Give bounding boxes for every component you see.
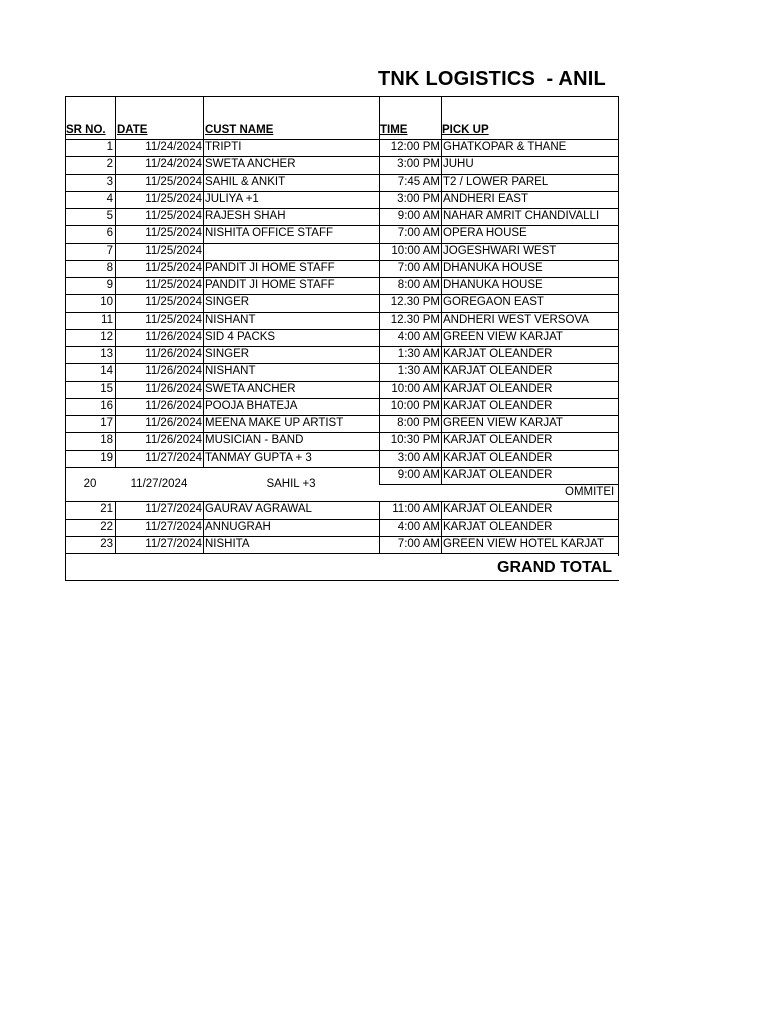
cell-sr: 6 [106, 227, 113, 240]
column-gridline [379, 398, 380, 415]
column-gridline [379, 243, 380, 260]
cell-cust-name: SINGER [205, 348, 250, 360]
cell-time: 10:00 AM [391, 244, 440, 257]
cell-time: 11:00 AM [392, 503, 440, 516]
cell-pickup: GHATKOPAR & THANE [443, 141, 567, 153]
cell-date: 11/25/2024 [145, 175, 202, 188]
column-gridline [203, 277, 204, 294]
cell-date: 11/25/2024 [145, 313, 202, 326]
cell-date: 11/25/2024 [145, 192, 202, 205]
cell-sr: 4 [106, 192, 113, 205]
column-gridline [115, 174, 116, 191]
cell-time: 3:00 PM [397, 192, 440, 205]
column-gridline [203, 398, 204, 415]
cell-time: 3:00 AM [397, 451, 440, 464]
column-gridline [441, 432, 442, 449]
column-gridline [441, 329, 442, 346]
column-gridline [203, 501, 204, 518]
cell-pickup: DHANUKA HOUSE [443, 261, 543, 274]
column-gridline [115, 329, 116, 346]
cell-time: 4:00 AM [397, 330, 440, 343]
cell-cust-name: PANDIT JI HOME STAFF [205, 261, 335, 274]
cell-pickup: KARJAT OLEANDER [443, 399, 553, 412]
header-date: DATE [117, 124, 148, 136]
cell-pickup: GREEN VIEW HOTEL KARJAT [443, 537, 605, 550]
cell-cust-name: NISHANT [205, 365, 256, 378]
cell-date: 11/26/2024 [145, 382, 202, 395]
column-gridline [441, 450, 442, 467]
cell-date: 11/26/2024 [145, 348, 202, 360]
cell-sr: 7 [106, 244, 113, 257]
cell-time: 9:00 AM [397, 210, 440, 222]
cell-pickup: GOREGAON EAST [443, 296, 544, 309]
cell-sr-merged: 20 [83, 478, 97, 491]
column-gridline [115, 156, 116, 173]
column-gridline [115, 96, 116, 139]
column-gridline [379, 363, 380, 380]
column-gridline [203, 191, 204, 208]
cell-pickup: JUHU [443, 158, 474, 171]
header-time: TIME [380, 124, 408, 136]
cell-pickup: GREEN VIEW KARJAT [443, 330, 563, 343]
cell-sr: 16 [100, 399, 113, 412]
column-gridline [379, 536, 380, 553]
cell-sr: 21 [100, 503, 113, 516]
column-gridline [115, 260, 116, 277]
cell-time: 8:00 PM [397, 417, 440, 429]
cell-cust-name: SINGER [205, 296, 250, 309]
column-gridline [379, 432, 380, 449]
column-gridline [441, 174, 442, 191]
cell-pickup: KARJAT OLEANDER [443, 468, 553, 481]
cell-time: 3:00 PM [397, 158, 440, 171]
cell-sr: 2 [106, 158, 113, 171]
column-gridline [379, 484, 380, 485]
cell-date-merged: 11/27/2024 [130, 478, 188, 491]
column-gridline [115, 312, 116, 329]
column-gridline [203, 519, 204, 536]
column-gridline [115, 398, 116, 415]
column-gridline [379, 174, 380, 191]
column-gridline [379, 96, 380, 139]
cell-sr: 14 [100, 365, 113, 378]
cell-date: 11/24/2024 [145, 158, 202, 171]
column-gridline [379, 156, 380, 173]
cell-cust-name: MUSICIAN - BAND [205, 434, 304, 447]
column-gridline [441, 208, 442, 225]
column-gridline [115, 415, 116, 432]
cell-pickup: KARJAT OLEANDER [443, 348, 553, 360]
column-gridline [115, 381, 116, 398]
column-gridline [115, 243, 116, 260]
cell-date: 11/27/2024 [145, 537, 202, 550]
cell-date: 11/26/2024 [145, 330, 202, 343]
column-gridline [379, 260, 380, 277]
cell-time: 7:00 AM [397, 227, 440, 240]
column-gridline [379, 415, 380, 432]
column-gridline [379, 208, 380, 225]
column-gridline [115, 536, 116, 553]
cell-cust-name: RAJESH SHAH [205, 210, 286, 222]
cell-pickup: KARJAT OLEANDER [443, 434, 553, 447]
column-gridline [203, 96, 204, 139]
column-gridline [441, 312, 442, 329]
row-gridline [65, 553, 619, 554]
cell-time: 1:30 AM [397, 348, 440, 360]
column-gridline [203, 346, 204, 363]
column-gridline [441, 225, 442, 242]
column-gridline [115, 294, 116, 311]
column-gridline [115, 363, 116, 380]
header-cust: CUST NAME [205, 124, 274, 136]
column-gridline [441, 96, 442, 139]
column-gridline [379, 294, 380, 311]
cell-sr: 5 [106, 210, 113, 222]
column-gridline [379, 467, 380, 484]
column-gridline [115, 432, 116, 449]
column-gridline [379, 381, 380, 398]
cell-sr: 10 [100, 296, 113, 309]
column-gridline [203, 156, 204, 173]
cell-time: 10:00 PM [390, 399, 440, 412]
cell-pickup: NAHAR AMRIT CHANDIVALLI [443, 210, 600, 222]
column-gridline [203, 225, 204, 242]
cell-sr: 8 [106, 261, 113, 274]
column-gridline [441, 191, 442, 208]
cell-cust-merged: SAHIL +3 [266, 478, 316, 491]
column-gridline [379, 139, 380, 156]
column-gridline [203, 329, 204, 346]
cell-pickup: KARJAT OLEANDER [443, 520, 553, 533]
column-gridline [115, 346, 116, 363]
cell-pickup: ANDHERI WEST VERSOVA [443, 313, 589, 326]
cell-cust-name: SWETA ANCHER [205, 158, 296, 171]
cell-date: 11/26/2024 [145, 399, 202, 412]
cell-time: 12.30 PM [390, 296, 440, 309]
cell-cust-name: NISHANT [205, 313, 256, 326]
cell-pickup: GREEN VIEW KARJAT [443, 417, 563, 429]
column-gridline [203, 294, 204, 311]
cell-time: 10:30 PM [390, 434, 440, 447]
cell-cust-name: TRIPTI [205, 141, 242, 153]
cell-date: 11/25/2024 [145, 210, 202, 222]
column-gridline [203, 415, 204, 432]
cell-pickup: KARJAT OLEANDER [443, 382, 553, 395]
column-gridline [441, 415, 442, 432]
cell-time: 1:30 AM [397, 365, 440, 378]
column-gridline [379, 312, 380, 329]
column-gridline [441, 398, 442, 415]
column-gridline [203, 260, 204, 277]
column-gridline [379, 346, 380, 363]
cell-sr: 18 [100, 434, 113, 447]
column-gridline [115, 519, 116, 536]
cell-note-merged: OMMITEI [565, 486, 615, 498]
column-gridline [441, 277, 442, 294]
cell-pickup: ANDHERI EAST [443, 192, 528, 205]
cell-cust-name: NISHITA [205, 537, 250, 550]
cell-time: 4:00 AM [397, 520, 440, 533]
cell-cust-name: SID 4 PACKS [205, 330, 276, 343]
cell-date: 11/26/2024 [145, 417, 202, 429]
column-gridline [441, 156, 442, 173]
column-gridline [441, 363, 442, 380]
grand-total-label: GRAND TOTAL [497, 559, 612, 576]
column-gridline [203, 208, 204, 225]
cell-time: 7:00 AM [397, 537, 440, 550]
column-gridline [379, 191, 380, 208]
cell-date: 11/25/2024 [145, 296, 202, 309]
column-gridline [441, 346, 442, 363]
column-gridline [203, 381, 204, 398]
cell-cust-name: SWETA ANCHER [205, 382, 296, 395]
column-gridline [203, 174, 204, 191]
column-gridline [441, 536, 442, 553]
cell-cust-name: NISHITA OFFICE STAFF [205, 227, 333, 240]
column-gridline [379, 329, 380, 346]
cell-cust-name: POOJA BHATEJA [205, 399, 298, 412]
cell-pickup: KARJAT OLEANDER [443, 503, 553, 516]
column-gridline [203, 139, 204, 156]
cell-pickup: T2 / LOWER PAREL [443, 175, 549, 188]
cell-cust-name: JULIYA +1 [205, 192, 259, 205]
cell-cust-name: SAHIL & ANKIT [205, 175, 286, 188]
cell-sr: 1 [106, 141, 113, 153]
cell-sr: 11 [101, 313, 113, 326]
cell-time: 12:00 PM [390, 141, 440, 153]
column-gridline [441, 294, 442, 311]
column-gridline [203, 432, 204, 449]
cell-sr: 3 [106, 175, 113, 188]
cell-sr: 22 [100, 520, 113, 533]
cell-sr: 12 [100, 330, 113, 343]
column-gridline [441, 260, 442, 277]
column-gridline [203, 312, 204, 329]
cell-date: 11/25/2024 [145, 279, 202, 291]
column-gridline [115, 225, 116, 242]
cell-date: 11/26/2024 [145, 434, 202, 447]
cell-date: 11/27/2024 [145, 451, 202, 464]
header-pickup: PICK UP [442, 124, 489, 136]
column-gridline [441, 501, 442, 518]
column-gridline [379, 277, 380, 294]
cell-pickup: KARJAT OLEANDER [443, 365, 553, 378]
column-gridline [441, 519, 442, 536]
cell-date: 11/25/2024 [145, 261, 202, 274]
header-sr: SR NO. [66, 124, 106, 136]
cell-pickup: DHANUKA HOUSE [443, 279, 543, 291]
column-gridline [203, 536, 204, 553]
cell-date: 11/25/2024 [145, 244, 202, 257]
sheet-table [65, 96, 619, 581]
cell-sr: 15 [100, 382, 113, 395]
cell-date: 11/27/2024 [145, 520, 202, 533]
cell-cust-name: PANDIT JI HOME STAFF [205, 279, 335, 291]
cell-time: 7:00 AM [397, 261, 440, 274]
column-gridline [441, 467, 442, 484]
sheet-title: TNK LOGISTICS - ANIL [378, 68, 606, 90]
cell-pickup: JOGESHWARI WEST [443, 244, 557, 257]
column-gridline [203, 243, 204, 260]
cell-sr: 9 [106, 279, 113, 291]
column-gridline [379, 450, 380, 467]
column-gridline [115, 191, 116, 208]
column-gridline [441, 381, 442, 398]
cell-cust-name: MEENA MAKE UP ARTIST [205, 417, 344, 429]
column-gridline [441, 139, 442, 156]
cell-time: 7:45 AM [397, 175, 440, 188]
column-gridline [379, 519, 380, 536]
cell-pickup: KARJAT OLEANDER [443, 451, 553, 464]
column-gridline [441, 243, 442, 260]
column-gridline [115, 208, 116, 225]
cell-cust-name: TANMAY GUPTA + 3 [205, 451, 312, 464]
cell-date: 11/27/2024 [145, 503, 202, 516]
cell-time: 9:00 AM [397, 468, 440, 481]
cell-pickup: OPERA HOUSE [443, 227, 527, 240]
cell-cust-name: GAURAV AGRAWAL [205, 503, 312, 516]
column-gridline [115, 139, 116, 156]
cell-date: 11/24/2024 [145, 141, 202, 153]
cell-date: 11/25/2024 [145, 227, 202, 240]
cell-time: 12.30 PM [390, 313, 440, 326]
column-gridline [379, 225, 380, 242]
cell-sr: 13 [100, 348, 113, 360]
column-gridline [203, 363, 204, 380]
cell-cust-name: ANNUGRAH [205, 520, 271, 533]
cell-sr: 23 [100, 537, 113, 550]
cell-time: 8:00 AM [397, 279, 440, 291]
cell-sr: 19 [100, 451, 113, 464]
cell-sr: 17 [100, 417, 113, 429]
column-gridline [203, 450, 204, 467]
cell-time: 10:00 AM [391, 382, 440, 395]
column-gridline [115, 501, 116, 518]
column-gridline [115, 450, 116, 467]
column-gridline [115, 277, 116, 294]
cell-date: 11/26/2024 [145, 365, 202, 378]
column-gridline [379, 501, 380, 518]
